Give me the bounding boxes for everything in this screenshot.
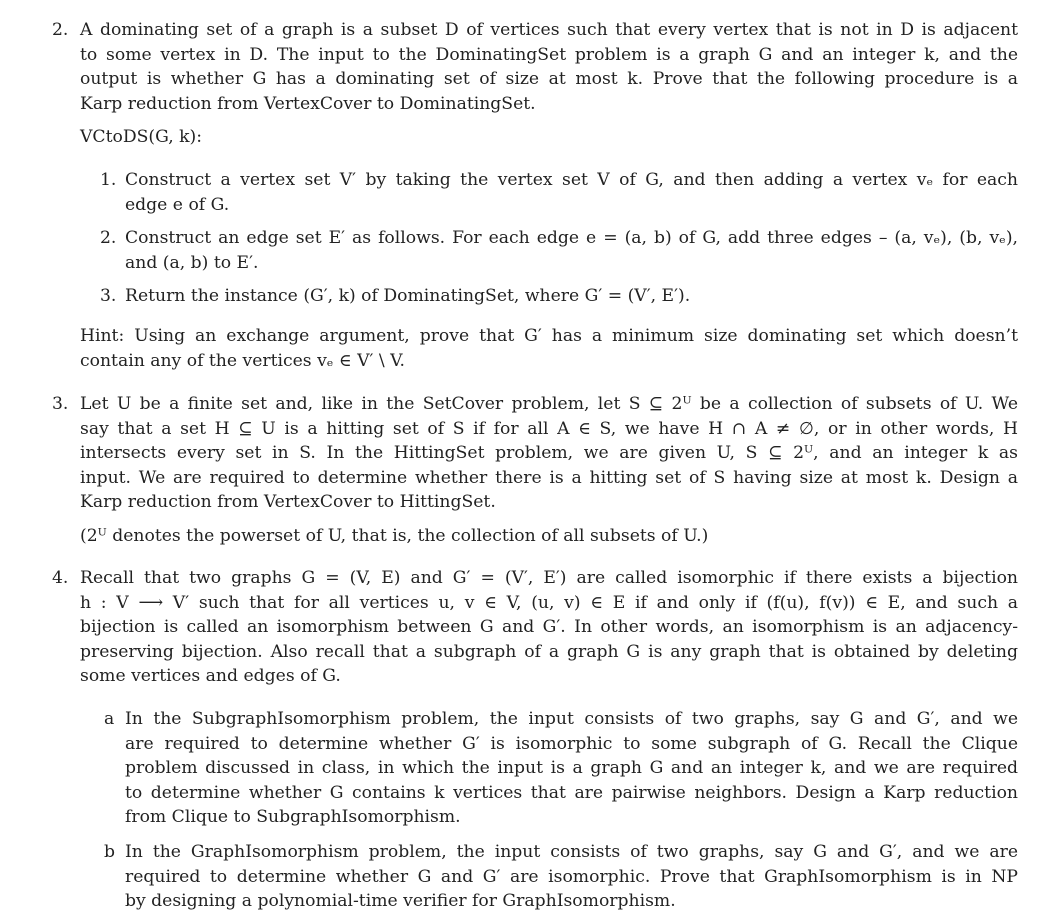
problem-2-statement <box>80 18 1018 116</box>
problem-3-statement <box>80 392 1018 515</box>
problem-2-number: 2. <box>52 20 69 40</box>
problem-3-line-1: Let U be a finite set and, like in the SetCover problem, let S ⊆ 2ᵁ be a collection of subsets of U. We <box>80 394 1018 414</box>
step-1-line-1: Construct a vertex set V′ by taking the vertex set V of G, and then adding a vertex vₑ for each <box>125 170 1018 190</box>
problem-4-line-1: Recall that two graphs G = (V, E) and G′ = (V′, E′) are called isomorphic if there exists a bijection <box>80 568 1018 588</box>
problem-2-line-3: output is whether G has a dominating set of size at most k. Prove that the following procedure is a <box>80 69 1018 90</box>
step-3 <box>125 284 1018 309</box>
part-a-line-1: In the SubgraphIsomorphism problem, the input consists of two graphs, say G and G′, and we <box>125 709 1018 729</box>
problem-3-line-2: say that a set H ⊆ U is a hitting set of S if for all A ∈ S, we have H ∩ A ≠ ∅, or in other words, H <box>80 418 1018 439</box>
problem-2-hint <box>80 324 1018 373</box>
step-2 <box>125 226 1018 275</box>
step-1-line-2: edge e of G. <box>125 194 230 215</box>
problem-2-line-2: to some vertex in D. The input to the DominatingSet problem is a graph G and an integer k, and the <box>80 44 1018 65</box>
problem-3-number: 3. <box>52 394 69 414</box>
part-b-label: b <box>104 842 116 862</box>
problem-3-note <box>80 524 1018 549</box>
problem-4-line-3: bijection is called an isomorphism between G and G′. In other words, an isomorphism is an adjacency- <box>80 617 1018 638</box>
problem-3-note-text: (2ᵁ denotes the powerset of U, that is, the collection of all subsets of U.) <box>80 526 709 546</box>
problem-3-line-4: input. We are required to determine whether there is a hitting set of S having size at most k. Design a <box>80 467 1018 488</box>
hint-line-2: contain any of the vertices vₑ ∈ V′ \ V. <box>80 350 405 371</box>
step-1-number: 1. <box>100 170 117 190</box>
step-2-line-1: Construct an edge set E′ as follows. For each edge e = (a, b) of G, add three edges – (a, vₑ), (b, vₑ), <box>125 228 1018 248</box>
part-a-line-3: problem discussed in class, in which the input is a graph G and an integer k, and we are required <box>125 758 1018 779</box>
problem-2-line-4: Karp reduction from VertexCover to DominatingSet. <box>80 93 536 114</box>
procedure-title-text: VCtoDS(G, k): <box>80 127 203 147</box>
part-a <box>125 707 1018 830</box>
part-a-line-5: from Clique to SubgraphIsomorphism. <box>125 807 461 828</box>
problem-4-number: 4. <box>52 568 69 588</box>
problem-4-line-2: h : V ⟶ V′ such that for all vertices u, v ∈ V, (u, v) ∈ E if and only if (f(u), f(v)) ∈ E, and such a <box>80 592 1018 613</box>
part-b-line-1: In the GraphIsomorphism problem, the input consists of two graphs, say G and G′, and we are <box>125 842 1018 862</box>
problem-4-line-5: some vertices and edges of G. <box>80 666 341 687</box>
step-1 <box>125 168 1018 217</box>
part-a-line-4: to determine whether G contains k vertices that are pairwise neighbors. Design a Karp reduction <box>125 782 1018 803</box>
problem-3-line-5: Karp reduction from VertexCover to HittingSet. <box>80 492 496 513</box>
part-a-line-2: are required to determine whether G′ is isomorphic to some subgraph of G. Recall the Clique <box>125 733 1018 754</box>
step-2-line-2: and (a, b) to E′. <box>125 252 259 273</box>
step-3-number: 3. <box>100 286 117 306</box>
procedure-title <box>80 125 480 150</box>
part-b <box>125 840 1018 914</box>
step-2-number: 2. <box>100 228 117 248</box>
problem-4-line-4: preserving bijection. Also recall that a subgraph of a graph G is any graph that is obtained by deleting <box>80 641 1018 662</box>
part-a-label: a <box>104 709 115 729</box>
part-b-line-2: required to determine whether G and G′ are isomorphic. Prove that GraphIsomorphism is in NP <box>125 866 1018 887</box>
problem-4-statement <box>80 566 1018 689</box>
problem-3-line-3: intersects every set in S. In the HittingSet problem, we are given U, S ⊆ 2ᵁ, and an integer k as <box>80 443 1018 464</box>
problem-2-line-1: A dominating set of a graph is a subset D of vertices such that every vertex that is not in D is adjacent <box>80 20 1018 40</box>
hint-line-1: Hint: Using an exchange argument, prove that G′ has a minimum size dominating set which doesn’t <box>80 326 1018 346</box>
step-3-line-1: Return the instance (G′, k) of DominatingSet, where G′ = (V′, E′). <box>125 286 691 306</box>
part-b-line-3: by designing a polynomial-time verifier for GraphIsomorphism. <box>125 891 676 912</box>
